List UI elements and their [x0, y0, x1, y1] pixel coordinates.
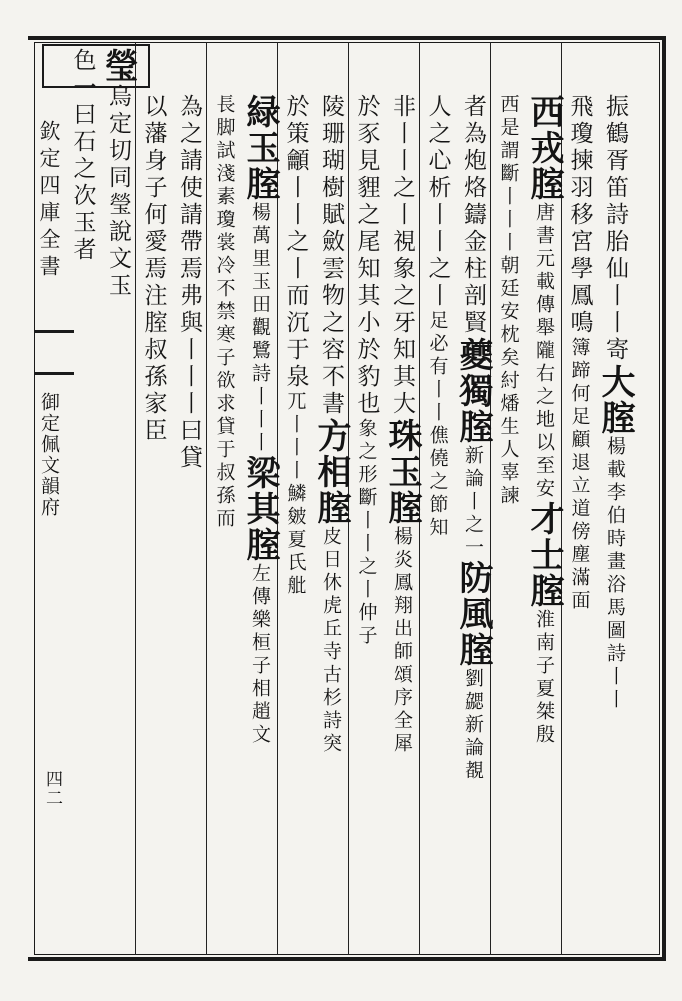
text-column: [240, 94, 280, 747]
headword: 瑩: [98, 48, 138, 84]
column-rule: [135, 42, 136, 955]
text-run: 簿蹄何足顧退立道傍塵滿面: [568, 337, 591, 613]
text-column: [565, 94, 595, 613]
text-column: [453, 94, 493, 783]
headword: 緑玉腟: [240, 94, 280, 202]
headword: 夔獨腟: [453, 337, 493, 445]
book-subtitle: 御定佩文韻府: [38, 392, 60, 518]
text-run: 唐書元載傳舉隴右之地以至安: [533, 202, 555, 501]
margin-fishtail-top: [34, 330, 74, 333]
text-column: [494, 94, 524, 508]
text-run: 振鶴胥笛詩胎仙: [602, 94, 628, 283]
text-run: 楊萬里玉田觀鷺詩丨丨丨: [249, 202, 271, 455]
text-run: 陵珊瑚樹賦斂雲物之容不書: [318, 94, 344, 418]
text-run: 楊炎鳳翔出師頌序全犀: [391, 526, 413, 756]
text-run: 新論丨之一: [462, 445, 484, 560]
text-run: 人之心析丨丨之丨: [424, 94, 451, 310]
headword: 西戎腟: [524, 94, 564, 202]
column-rule: [206, 42, 207, 955]
text-run: 僬僥之節知: [426, 425, 449, 540]
headword: 才士腟: [524, 501, 564, 609]
text-column: [210, 94, 240, 531]
headword: 方相腟: [311, 418, 351, 526]
text-run: 飛瓊揀羽移宮學鳳鳴: [566, 94, 593, 337]
text-column: [352, 94, 382, 648]
text-run: 淮南子夏桀殷: [533, 609, 555, 747]
column-rule: [490, 42, 491, 955]
text-column: [311, 94, 351, 756]
text-run: 楊載李伯時畫浴馬圖詩丨丨: [604, 436, 626, 712]
text-run: 象之形斷丨丨之丨仲子: [355, 418, 378, 648]
text-column: [382, 94, 422, 756]
page-number: 四二: [42, 770, 62, 808]
text-run: 長脚試淺素瓊裳冷不禁寒: [213, 94, 236, 347]
text-run: 丨丨寄: [602, 283, 628, 364]
text-column: [595, 94, 635, 712]
headword: 珠玉腟: [382, 418, 422, 526]
text-run: 烏定切同瑩說文玉: [105, 84, 131, 300]
text-run: 為之請使請帶焉弗與丨丨丨曰貸: [176, 94, 202, 472]
text-column: [174, 94, 204, 472]
text-run: 於豕見貍之尾知其小於豹也: [353, 94, 380, 418]
text-run: 非丨丨之丨視象之牙知其大: [389, 94, 415, 418]
text-column: [524, 94, 564, 747]
text-column: [423, 94, 453, 540]
headword: 大腟: [595, 364, 635, 436]
text-run: 於策龥丨丨之丨而沉于泉: [282, 94, 309, 391]
margin-fishtail-bottom: [34, 372, 74, 375]
book-title: 欽定四庫全書: [37, 120, 61, 282]
text-run: 足必有丨丨: [426, 310, 449, 425]
headword: 梁其腟: [240, 455, 280, 563]
text-column: [98, 48, 138, 300]
text-column: [281, 94, 311, 598]
text-column: [68, 48, 98, 264]
text-run: 紂燔生人辜諫: [497, 370, 520, 508]
text-run: 皮日休虎丘寺古杉詩突: [320, 526, 342, 756]
text-run: 劉勰新論覩: [462, 668, 484, 783]
text-run: 者為炮烙鑄金柱剖賢: [460, 94, 486, 337]
text-run: 左傳樂桓子相趙文: [249, 563, 271, 747]
text-column: [139, 94, 169, 445]
text-run: 兀丨丨丨鱗皴夏氏舭: [284, 391, 307, 598]
text-run: 子欲求貸于叔孫而: [213, 347, 236, 531]
headword: 防風腟: [453, 560, 493, 668]
text-run: 以藩身子何愛焉注腟叔孫家臣: [140, 94, 167, 445]
text-run: 色一曰石之次玉者: [69, 48, 96, 264]
text-run: 西是謂斷丨丨丨朝廷安枕矣: [497, 94, 520, 370]
